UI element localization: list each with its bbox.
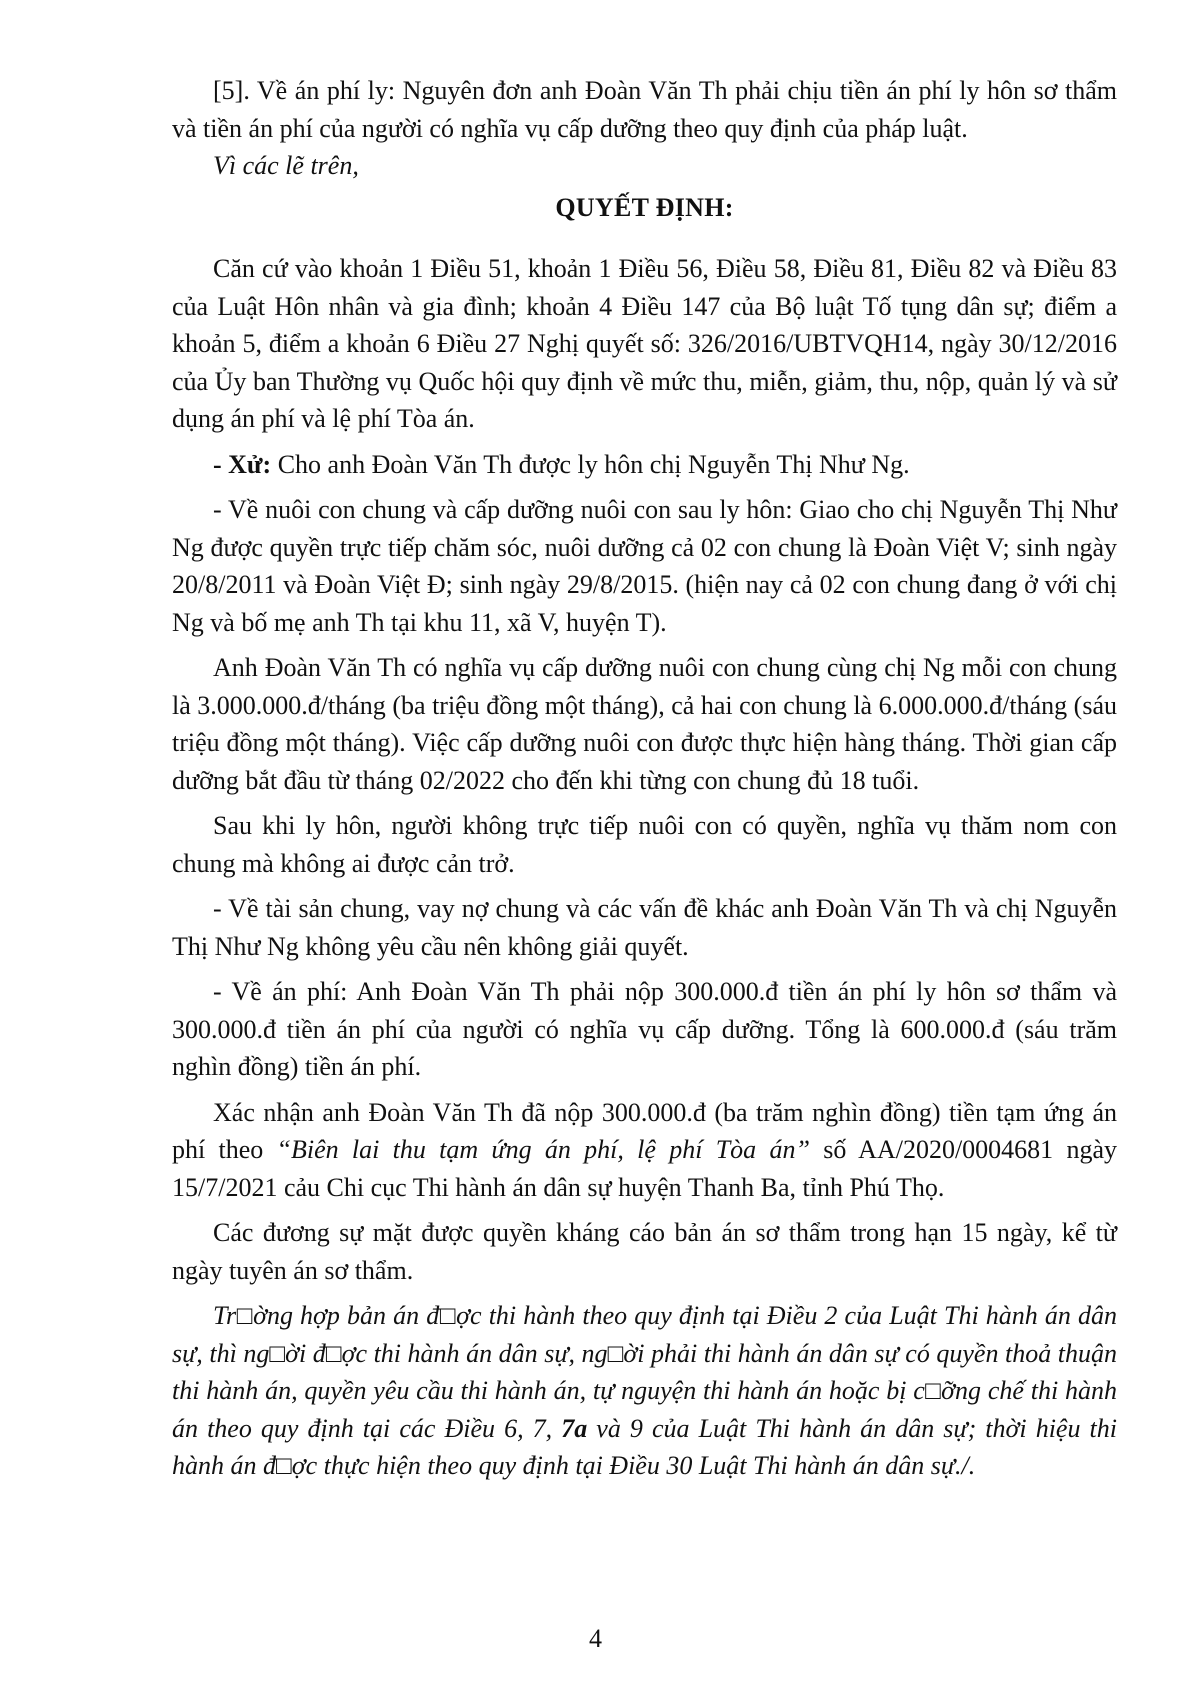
receipt-text-b: số AA/2020/0004681 ngày 15/7/2021 cảu Chi cục Thi hành án dân sự huyện Thanh Ba, tỉnh Phú Thọ. [172, 1135, 1117, 1202]
enforcement-bold: 7a [561, 1413, 588, 1443]
receipt-text-a: Xác nhận anh Đoàn Văn Th đã nộp 300.000.đ (ba trăm nghìn đồng) tiền tạm ứng án phí theo [172, 1097, 1117, 1164]
legal-basis-paragraph: Căn cứ vào khoản 1 Điều 51, khoản 1 Điều 56, Điều 58, Điều 81, Điều 82 và Điều 83 của Luật Hôn nhân và gia đình; khoản 4 Điều 147 của Bộ luật Tố tụng dân sự; điểm a khoản 5, điểm a khoản 6 Điều 27 Nghị quyết số: 326/2016/UBTVQH14, ngày 30/12/2016 của Ủy ban Thường vụ Quốc hội quy định về mức thu, miễn, giảm, thu, nộp, quản lý và sử dụng án phí và lệ phí Tòa án. [172, 254, 1117, 433]
court-fee-paragraph: - Về án phí: Anh Đoàn Văn Th phải nộp 300.000.đ tiền án phí ly hôn sơ thẩm và 300.000.đ tiền án phí của người có nghĩa vụ cấp dưỡng. Tổng là 600.000.đ (sáu trăm nghìn đồng) tiền án phí. [172, 977, 1117, 1081]
page-number: 4 [589, 1624, 602, 1653]
appeal-paragraph: Các đương sự mặt được quyền kháng cáo bản án sơ thẩm trong hạn 15 ngày, kể từ ngày tuyên án sơ thẩm. [172, 1218, 1117, 1285]
receipt-quote: “Biên lai thu tạm ứng án phí, lệ phí Tòa án” [276, 1135, 810, 1164]
enforcement-paragraph [172, 1297, 1117, 1485]
reasons-line: Vì các lẽ trên, [213, 151, 359, 180]
ruling-text: Cho anh Đoàn Văn Th được ly hôn chị Nguyễn Thị Như Ng. [271, 449, 910, 479]
support-paragraph: Anh Đoàn Văn Th có nghĩa vụ cấp dưỡng nuôi con chung cùng chị Ng mỗi con chung là 3.000.000.đ/tháng (ba triệu đồng một tháng), cả hai con chung là 6.000.000.đ/tháng (sáu triệu đồng một tháng). Việc cấp dưỡng nuôi con được thực hiện hàng tháng. Thời gian cấp dưỡng bắt đầu từ tháng 02/2022 cho đến khi từng con chung đủ 18 tuổi. [172, 653, 1117, 795]
fee-paragraph: [5]. Về án phí ly: Nguyên đơn anh Đoàn Văn Th phải chịu tiền án phí ly hôn sơ thẩm và tiền án phí của người có nghĩa vụ cấp dưỡng theo quy định của pháp luật. [172, 76, 1117, 143]
custody-paragraph: - Về nuôi con chung và cấp dưỡng nuôi con sau ly hôn: Giao cho chị Nguyễn Thị Như Ng được quyền trực tiếp chăm sóc, nuôi dưỡng cả 02 con chung là Đoàn Việt V; sinh ngày 20/8/2011 và Đoàn Việt Đ; sinh ngày 29/8/2015. (hiện nay cả 02 con chung đang ở với chị Ng và bố mẹ anh Th tại khu 11, xã V, huyện T). [172, 495, 1117, 637]
receipt-paragraph [172, 1094, 1117, 1207]
enforcement-text-b: và 9 của Luật Thi hành án dân sự; thời hiệu thi hành án đ□ợc thực hiện theo quy định tại Điều 30 Luật Thi hành án dân sự./. [172, 1413, 1117, 1480]
enforcement-text-a: Tr□ờng hợp bản án đ□ợc thi hành theo quy định tại Điều 2 của Luật Thi hành án dân sự, thì ng□ời đ□ợc thi hành án dân sự, ng□ời phải thi hành án dân sự có quyền thoả thuận thi hành án, quyền yêu cầu thi hành án, tự nguyện thi hành án hoặc bị c□ỡng chế thi hành án theo quy định tại các Điều 6, 7, [172, 1301, 1117, 1443]
property-paragraph: - Về tài sản chung, vay nợ chung và các vấn đề khác anh Đoàn Văn Th và chị Nguyễn Thị Như Ng không yêu cầu nên không giải quyết. [172, 894, 1117, 961]
visitation-paragraph: Sau khi ly hôn, người không trực tiếp nuôi con có quyền, nghĩa vụ thăm nom con chung mà không ai được cản trở. [172, 811, 1117, 878]
document-body [172, 72, 1117, 1485]
ruling-label: - Xử: [213, 449, 272, 479]
ruling-paragraph [172, 446, 1117, 484]
decision-heading: QUYẾT ĐỊNH: [555, 192, 734, 222]
